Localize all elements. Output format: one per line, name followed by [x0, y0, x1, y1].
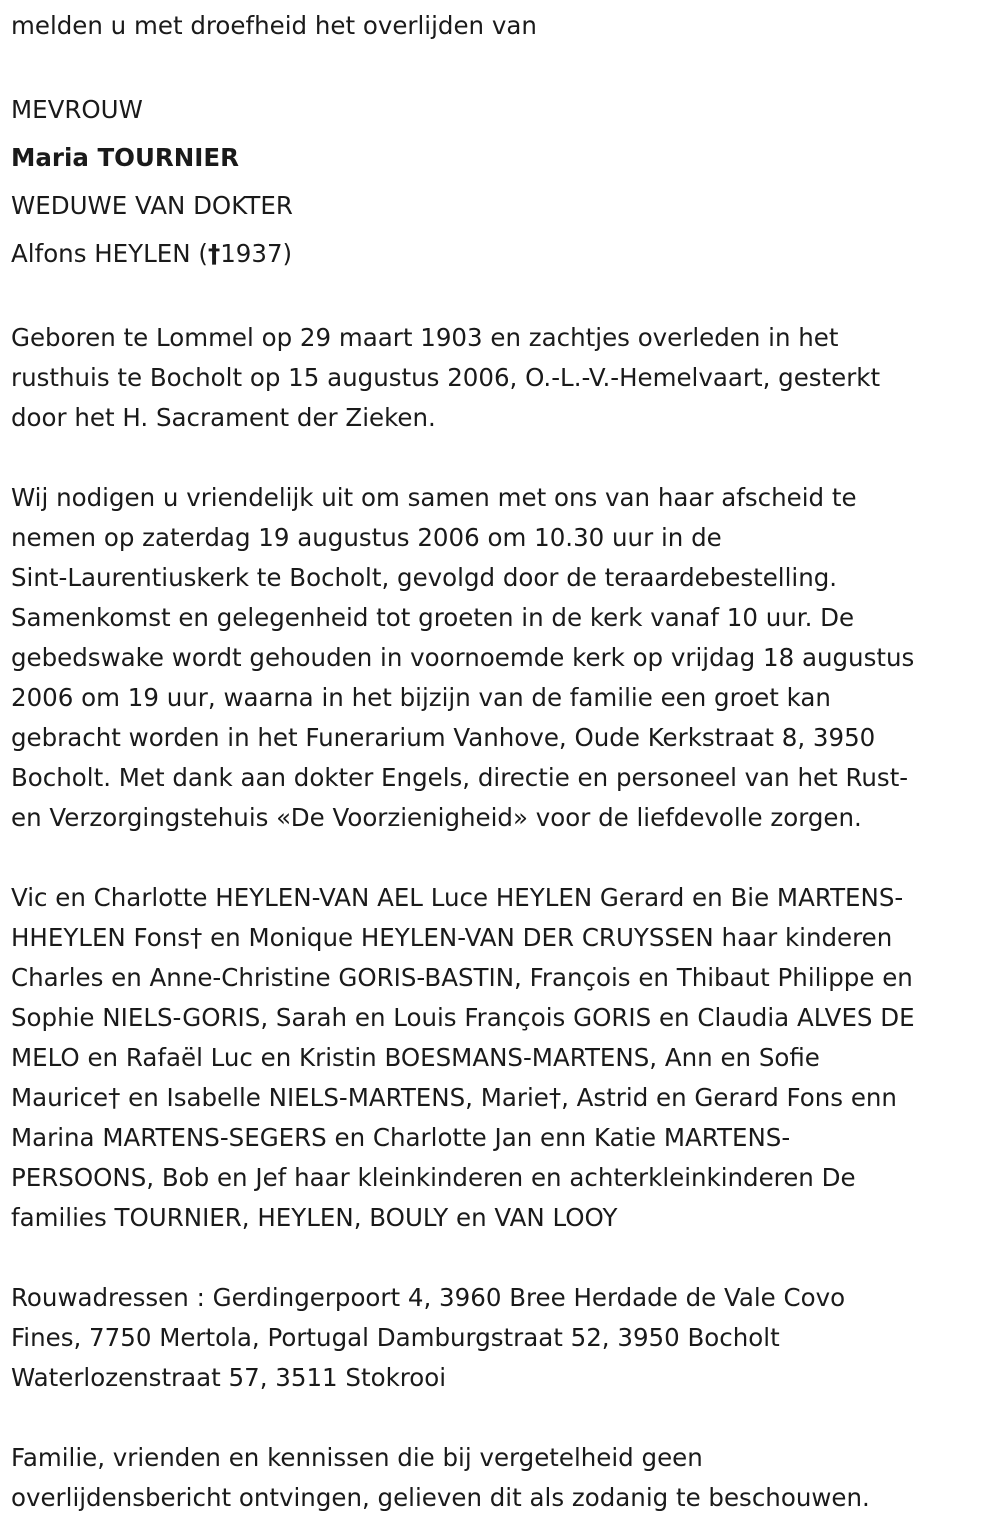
spacer — [11, 438, 989, 478]
paragraph-line: Rouwadressen : Gerdingerpoort 4, 3960 Bree Herdade de Vale Covo — [11, 1283, 846, 1312]
paragraph-line: Familie, vrienden en kennissen die bij vergetelheid geen — [11, 1443, 703, 1472]
spacer — [11, 838, 989, 878]
paragraph-line: MELO en Rafaël Luc en Kristin BOESMANS-MARTENS, Ann en Sofie — [11, 1043, 820, 1072]
paragraph-line: gebedswake wordt gehouden in voornoemde kerk op vrijdag 18 augustus — [11, 643, 915, 672]
paragraph-line: Geboren te Lommel op 29 maart 1903 en zachtjes overleden in het — [11, 323, 839, 352]
paragraph-line: en Verzorgingstehuis «De Voorzienigheid» voor de liefdevolle zorgen. — [11, 803, 862, 832]
paragraph-line: Waterlozenstraat 57, 3511 Stokrooi — [11, 1363, 447, 1392]
paragraph-line: nemen op zaterdag 19 augustus 2006 om 10.30 uur in de — [11, 523, 722, 552]
spacer — [11, 1398, 989, 1438]
husband-death-year: 1937) — [220, 239, 293, 268]
title-mevrouw: MEVROUW — [11, 95, 143, 124]
paragraph-line: Fines, 7750 Mertola, Portugal Damburgstraat 52, 3950 Bocholt — [11, 1323, 780, 1352]
husband-line — [11, 230, 989, 278]
paragraph-line: rusthuis te Bocholt op 15 augustus 2006, O.-L.-V.-Hemelvaart, gesterkt — [11, 363, 881, 392]
paragraph-line: Sophie NIELS-GORIS, Sarah en Louis François GORIS en Claudia ALVES DE — [11, 1003, 915, 1032]
paragraph-line: PERSOONS, Bob en Jef haar kleinkinderen en achterkleinkinderen De — [11, 1163, 856, 1192]
widow-line: WEDUWE VAN DOKTER — [11, 191, 293, 220]
spacer — [11, 46, 989, 86]
paragraph-line: Wij nodigen u vriendelijk uit om samen met ons van haar afscheid te — [11, 483, 857, 512]
paragraph-line: Marina MARTENS-SEGERS en Charlotte Jan enn Katie MARTENS- — [11, 1123, 791, 1152]
closing-paragraph — [11, 1438, 989, 1518]
paragraph-line: HHEYLEN Fons† en Monique HEYLEN-VAN DER CRUYSSEN haar kinderen — [11, 923, 893, 952]
paragraph-line: Vic en Charlotte HEYLEN-VAN AEL Luce HEYLEN Gerard en Bie MARTENS- — [11, 883, 904, 912]
invitation-paragraph — [11, 478, 989, 838]
paragraph-line: Samenkomst en gelegenheid tot groeten in de kerk vanaf 10 uur. De — [11, 603, 855, 632]
paragraph-line: door het H. Sacrament der Zieken. — [11, 403, 436, 432]
deceased-name: Maria TOURNIER — [11, 143, 239, 172]
paragraph-line: Charles en Anne-Christine GORIS-BASTIN, François en Thibaut Philippe en — [11, 963, 913, 992]
paragraph-line: families TOURNIER, HEYLEN, BOULY en VAN LOOY — [11, 1203, 618, 1232]
intro-text: melden u met droefheid het overlijden van — [11, 11, 537, 40]
husband-name: Alfons HEYLEN ( — [11, 239, 208, 268]
paragraph-line: 2006 om 19 uur, waarna in het bijzijn van de familie een groet kan — [11, 683, 831, 712]
paragraph-line: Sint-Laurentiuskerk te Bocholt, gevolgd door de teraardebestelling. — [11, 563, 838, 592]
family-paragraph — [11, 878, 989, 1238]
spacer — [11, 1238, 989, 1278]
addresses-paragraph — [11, 1278, 989, 1398]
cross-icon: † — [207, 239, 221, 268]
birth-paragraph — [11, 318, 989, 438]
paragraph-line: Bocholt. Met dank aan dokter Engels, directie en personeel van het Rust- — [11, 763, 909, 792]
paragraph-line: gebracht worden in het Funerarium Vanhove, Oude Kerkstraat 8, 3950 — [11, 723, 876, 752]
spacer — [11, 278, 989, 318]
paragraph-line: Maurice† en Isabelle NIELS-MARTENS, Marie†, Astrid en Gerard Fons enn — [11, 1083, 897, 1112]
paragraph-line: overlijdensbericht ontvingen, gelieven dit als zodanig te beschouwen. — [11, 1483, 870, 1512]
